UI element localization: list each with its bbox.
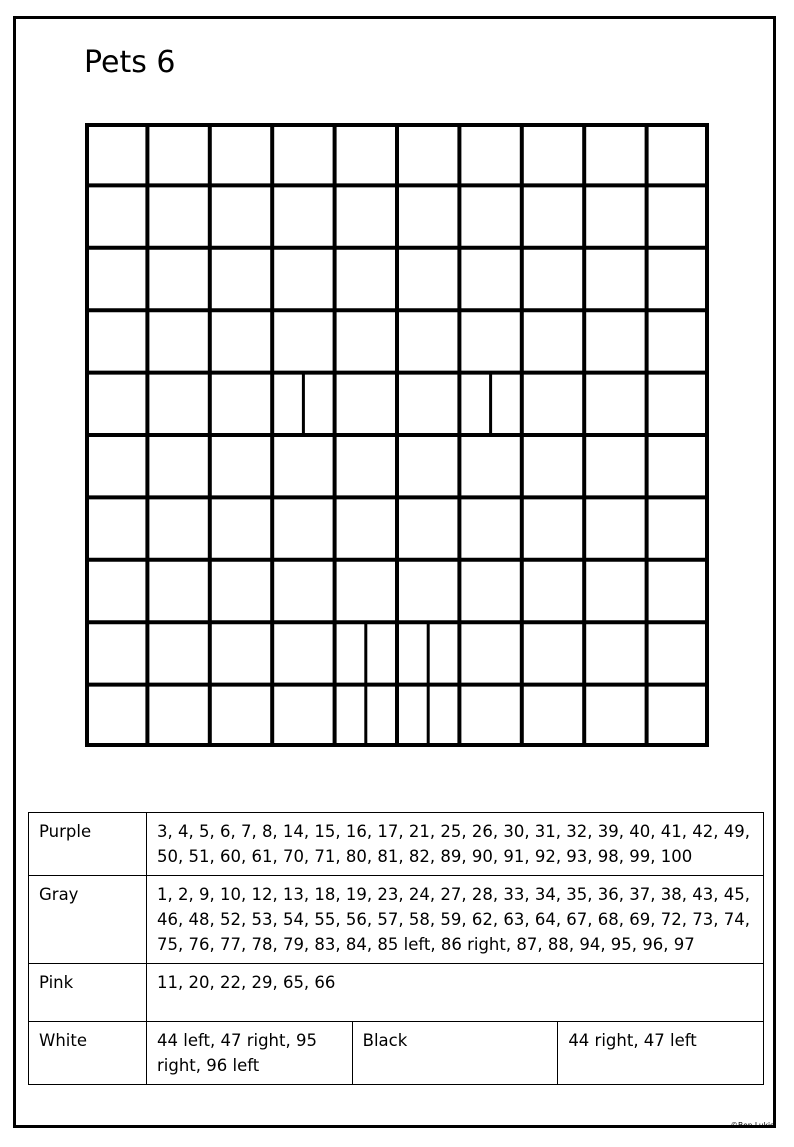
color-cells-white: 44 left, 47 right, 95 right, 96 left	[147, 1022, 353, 1085]
copyright-credit: ©Ben Lukis	[730, 1121, 774, 1130]
grid-lines	[85, 123, 709, 747]
color-row-white-black	[29, 1022, 764, 1085]
color-cells-pink: 11, 20, 22, 29, 65, 66	[147, 964, 764, 1022]
mystery-grid	[85, 123, 709, 747]
color-label-pink: Pink	[29, 964, 147, 1022]
color-row-purple	[29, 813, 764, 876]
color-key-table	[28, 812, 764, 1085]
color-cells-black: 44 right, 47 left	[558, 1022, 764, 1085]
color-row-gray	[29, 876, 764, 964]
color-label-purple: Purple	[29, 813, 147, 876]
color-row-pink	[29, 964, 764, 1022]
color-cells-purple: 3, 4, 5, 6, 7, 8, 14, 15, 16, 17, 21, 25, 26, 30, 31, 32, 39, 40, 41, 42, 49, 50, 51, 60, 61, 70, 71, 80, 81, 82, 89, 90, 91, 92, 93, 98, 99, 100	[147, 813, 764, 876]
color-label-black: Black	[352, 1022, 558, 1085]
color-label-gray: Gray	[29, 876, 147, 964]
color-cells-gray: 1, 2, 9, 10, 12, 13, 18, 19, 23, 24, 27, 28, 33, 34, 35, 36, 37, 38, 43, 45, 46, 48, 52, 53, 54, 55, 56, 57, 58, 59, 62, 63, 64, 67, 68, 69, 72, 73, 74, 75, 76, 77, 78, 79, 83, 84, 85 left, 86 right, 87, 88, 94, 95, 96, 97	[147, 876, 764, 964]
color-label-white: White	[29, 1022, 147, 1085]
page-title: Pets 6	[84, 45, 176, 80]
